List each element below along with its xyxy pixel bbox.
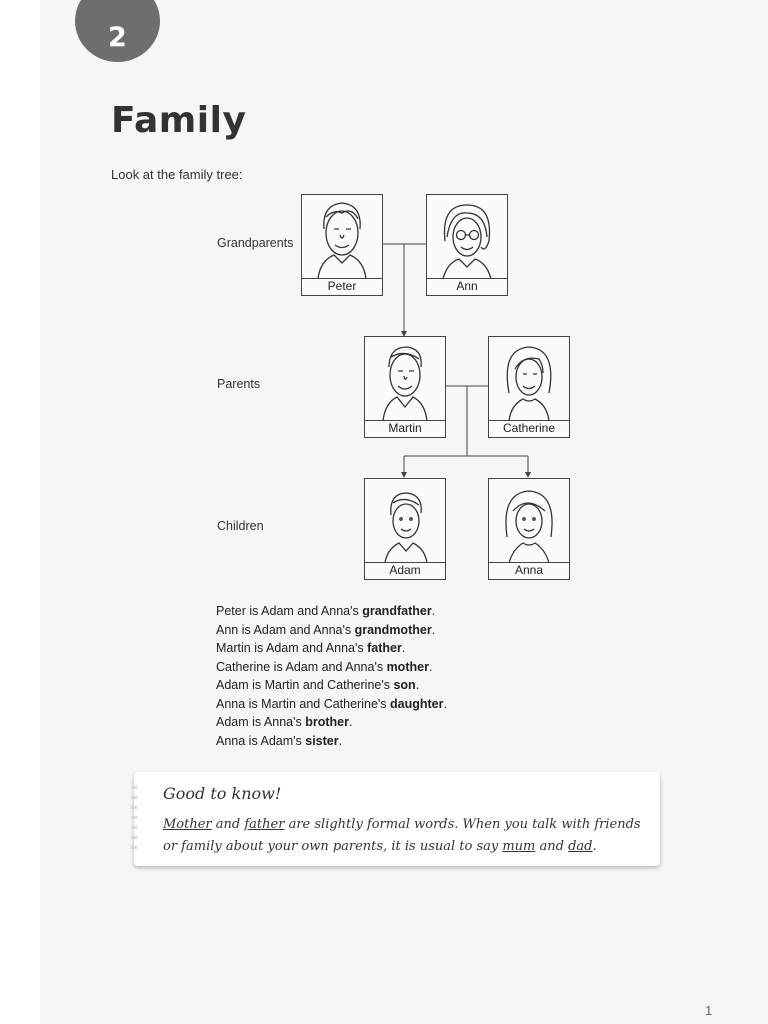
man-portrait-icon [369, 339, 441, 421]
man-portrait-icon [306, 197, 378, 279]
girl-portrait-icon [493, 481, 565, 563]
statement-line: Adam is Anna's brother. [216, 715, 353, 729]
tip-heading: Good to know! [163, 784, 282, 803]
name-martin: Martin [364, 420, 446, 438]
tip-body: Mother and father are slightly formal words. When you talk with friends or family about your own parents, it is usual to say mum and dad. [163, 817, 641, 854]
statement-line: Anna is Adam's sister. [216, 733, 343, 748]
boy-portrait-icon [369, 481, 441, 563]
card-adam [364, 478, 446, 580]
label-grandparents: Grandparents [217, 236, 294, 250]
grandmother-portrait-icon [431, 197, 503, 279]
name-catherine: Catherine [488, 420, 570, 438]
woman-portrait-icon [493, 339, 565, 421]
page-title: Family [111, 100, 247, 141]
label-parents: Parents [217, 377, 261, 391]
name-adam: Adam [364, 562, 446, 580]
card-ann [426, 194, 508, 296]
name-anna: Anna [488, 562, 570, 580]
statement-line: Anna is Martin and Catherine's daughter. [216, 696, 447, 711]
statement-line: Martin is Adam and Anna's father. [216, 641, 406, 655]
statement-line: Catherine is Adam and Anna's mother. [216, 659, 433, 674]
card-anna [488, 478, 570, 580]
card-peter [301, 194, 383, 296]
page-number: 1 [705, 1003, 713, 1018]
intro-text: Look at the family tree: [111, 167, 243, 182]
card-martin [364, 336, 446, 438]
card-catherine [488, 336, 570, 438]
unit-number: 2 [108, 22, 127, 53]
name-ann: Ann [426, 278, 508, 296]
name-peter: Peter [301, 278, 383, 296]
label-children: Children [217, 519, 264, 533]
statement-line: Ann is Adam and Anna's grandmother. [216, 622, 436, 637]
statement-line: Adam is Martin and Catherine's son. [216, 678, 420, 692]
notepad-binding-icon [131, 786, 137, 856]
statement-line: Peter is Adam and Anna's grandfather. [216, 604, 436, 618]
relationship-statements [216, 602, 447, 750]
